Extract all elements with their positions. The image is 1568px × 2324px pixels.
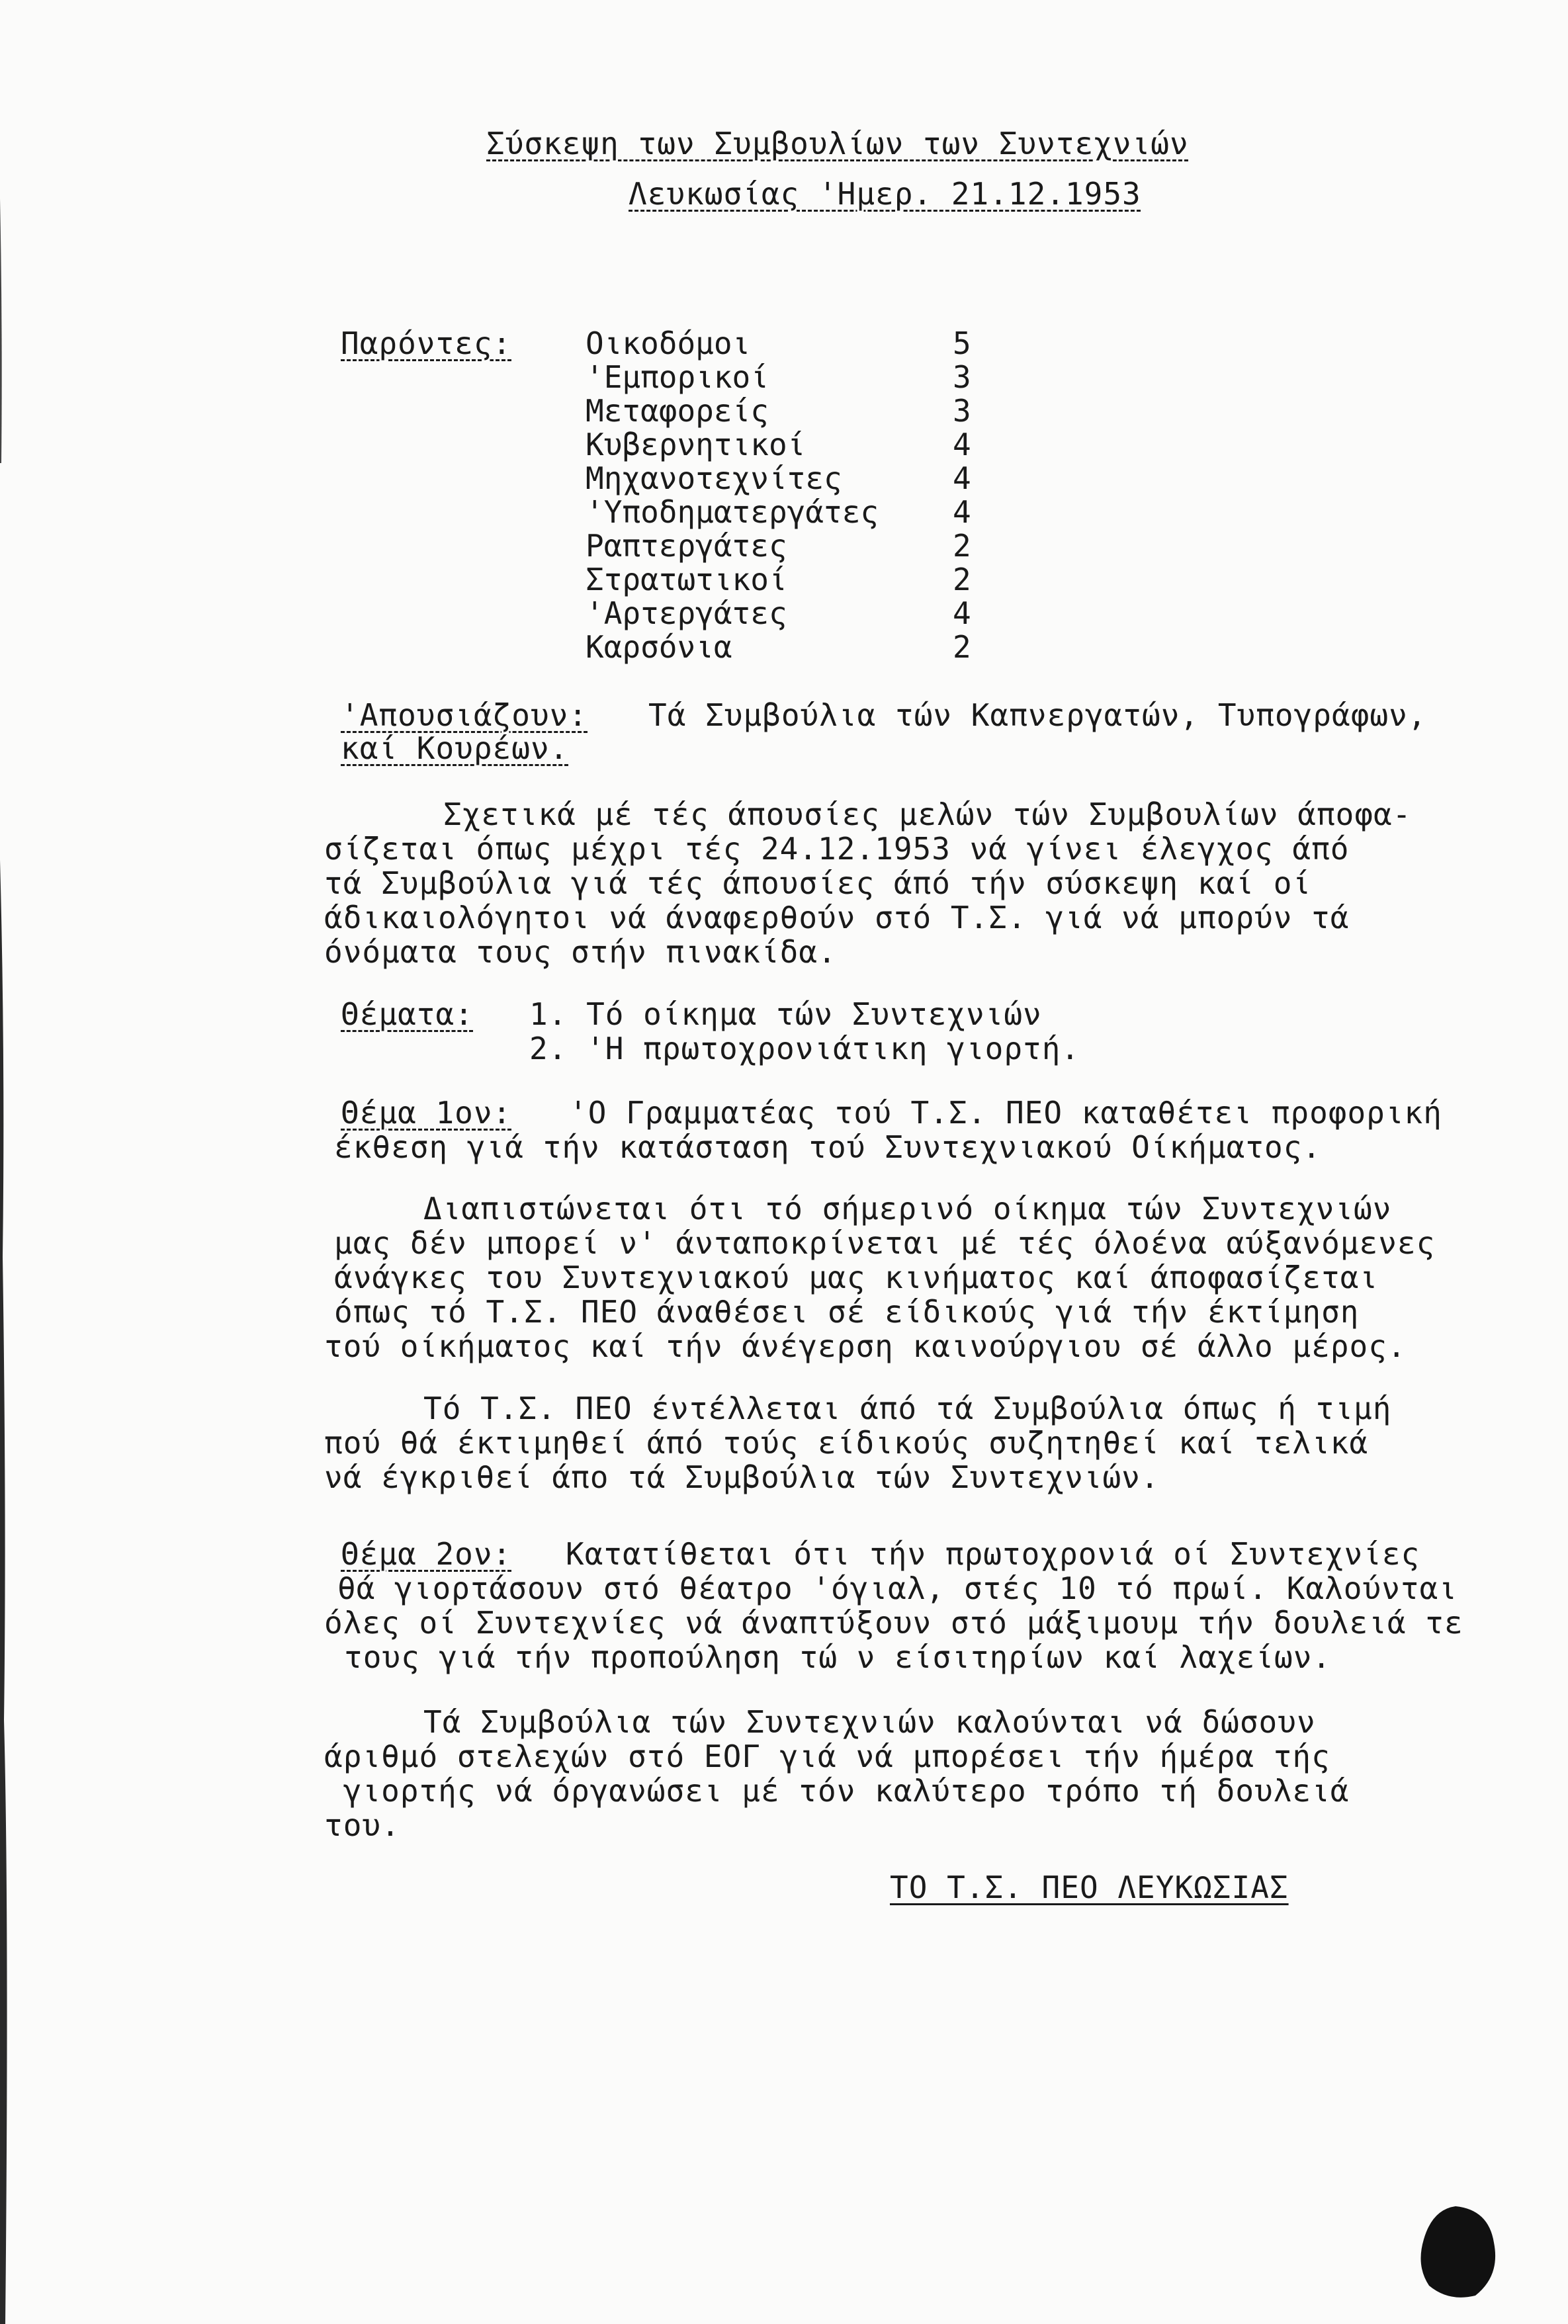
para1-line: όνόματα τους στήν πινακίδα. (324, 934, 837, 970)
para1-line: άδικαιολόγητοι νά άναφερθούν στό Τ.Σ. γιά νά μπορύν τά (324, 900, 1350, 935)
left-edge-stain (0, 0, 40, 2324)
para2-line: άνάγκες του Συντεχνιακού μας κινήματος καί άποφασίζεται (334, 1260, 1379, 1295)
present-count: 4 (953, 427, 971, 462)
present-name: Στρατωτικοί (586, 562, 787, 597)
para4-line: γιορτής νά όργανώσει μέ τόν καλύτερο τρόπο τή δουλειά (324, 1773, 1350, 1809)
para3-line: νά έγκριθεί άπο τά Συμβούλια τών Συντεχνιών. (324, 1459, 1160, 1495)
present-count: 2 (953, 629, 971, 665)
ink-blot (1416, 2203, 1502, 2302)
para1-line: Σχετικά μέ τές άπουσίες μελών τών Συμβουλίων άποφα- (443, 796, 1412, 832)
signature: ΤΟ Τ.Σ. ΠΕΟ ΛΕΥΚΩΣΙΑΣ (890, 1870, 1289, 1905)
para4-line: Τά Συμβούλια τών Συντεχνιών καλούνται νά δώσουν (423, 1704, 1316, 1740)
present-name: 'Υποδηματεργάτες (586, 494, 879, 530)
topic1-line-1: 'Ο Γραμματέας τού Τ.Σ. ΠΕΟ καταθέτει προφορική (569, 1095, 1442, 1131)
present-count: 4 (953, 494, 971, 530)
present-name: Μηχανοτεχνίτες (586, 460, 842, 496)
absent-line-1: Τά Συμβούλια τών Καπνεργατών, Τυπογράφων, (648, 697, 1427, 733)
topic1-label: Θέμα 1ον: (341, 1095, 512, 1131)
para1-line: σίζεται όπως μέχρι τές 24.12.1953 νά γίνει έλεγχος άπό (324, 831, 1350, 867)
present-count: 2 (953, 528, 971, 564)
present-label: Παρόντες: (341, 325, 512, 361)
present-name: Ραπτεργάτες (586, 528, 787, 564)
present-name: Κυβερνητικοί (586, 427, 806, 462)
title-line-1: Σύσκεψη των Συμβουλίων των Συντεχνιών (486, 126, 1189, 161)
present-name: Καρσόνια (586, 629, 732, 665)
present-name: Μεταφορείς (586, 393, 769, 429)
present-name: 'Εμπορικοί (586, 359, 769, 395)
para2-line: Διαπιστώνεται ότι τό σήμερινό οίκημα τών Συντεχνιών (423, 1191, 1392, 1227)
absent-line-2: καί Κουρέων. (341, 730, 569, 766)
topic-item: 1. Τό οίκημα τών Συντεχνιών (529, 996, 1042, 1032)
title-line-2: Λευκωσίας 'Ημερ. 21.12.1953 (629, 176, 1141, 212)
para4-line: άριθμό στελεχών στό ΕΟΓ γιά νά μπορέσει τήν ήμέρα τής (324, 1739, 1330, 1774)
present-name: Οικοδόμοι (586, 325, 751, 361)
para2-line: όπως τό Τ.Σ. ΠΕΟ άναθέσει σέ είδικούς γιά τήν έκτίμηση (334, 1294, 1360, 1330)
topic-item: 2. 'Η πρωτοχρονιάτικη γιορτή. (529, 1031, 1080, 1066)
topic2-line: Κατατίθεται ότι τήν πρωτοχρονιά οί Συντεχνίες (566, 1536, 1420, 1572)
topic2-line: τους γιά τήν προπούληση τώ ν είσιτηρίων καί λαχείων. (344, 1639, 1332, 1675)
para1-line: τά Συμβούλια γιά τές άπουσίες άπό τήν σύσκεψη καί οί (324, 865, 1312, 901)
para3-line: Τό Τ.Σ. ΠΕΟ έντέλλεται άπό τά Συμβούλια όπως ή τιμή (423, 1391, 1392, 1426)
present-count: 3 (953, 359, 971, 395)
present-count: 2 (953, 562, 971, 597)
present-count: 4 (953, 595, 971, 631)
topic2-line: θά γιορτάσουν στό θέατρο 'όγιαλ, στές 10 τό πρωί. Καλούνται (337, 1571, 1458, 1606)
para4-line: του. (324, 1807, 400, 1843)
topics-label: Θέματα: (341, 996, 474, 1032)
present-count: 5 (953, 325, 971, 361)
topic2-label: Θέμα 2ον: (341, 1536, 512, 1572)
present-count: 3 (953, 393, 971, 429)
absent-label: 'Απουσιάζουν: (341, 697, 588, 733)
present-count: 4 (953, 460, 971, 496)
present-name: 'Αρτεργάτες (586, 595, 787, 631)
topic1-line-2: έκθεση γιά τήν κατάσταση τού Συντεχνιακού Οίκήματος. (334, 1129, 1322, 1165)
topic2-line: όλες οί Συντεχνίες νά άναπτύξουν στό μάξιμουμ τήν δουλειά τε (324, 1605, 1463, 1641)
para2-line: τού οίκήματος καί τήν άνέγερση καινούργιου σέ άλλο μέρος. (324, 1328, 1407, 1364)
para2-line: μας δέν μπορεί ν' άνταποκρίνεται μέ τές όλοένα αύξανόμενες (334, 1225, 1436, 1261)
para3-line: πού θά έκτιμηθεί άπό τούς είδικούς συζητηθεί καί τελικά (324, 1425, 1369, 1461)
